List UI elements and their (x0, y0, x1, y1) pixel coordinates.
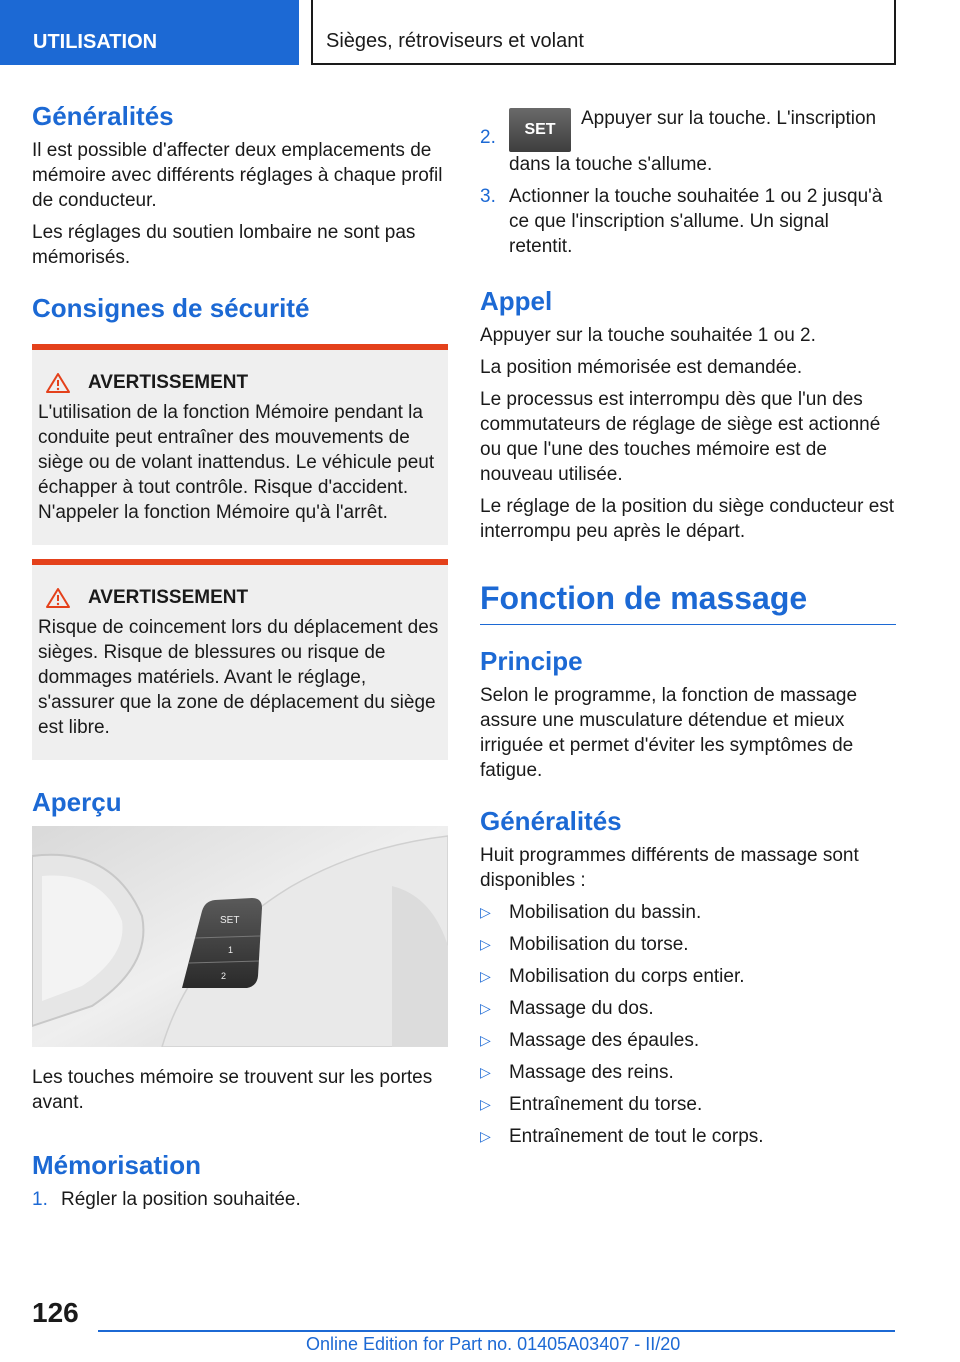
appel-paragraph-3: Le processus est interrompu dès que l'un des commutateurs de réglage de siège est actionné ou que l'une des touches mémoire est de nouveau utilisée. (480, 389, 881, 485)
step-number: 2. (480, 127, 496, 148)
list-item (480, 1028, 896, 1053)
list-item (480, 964, 896, 989)
header-section-tab (0, 0, 299, 65)
warning-box-1 (32, 344, 448, 545)
principe-paragraph: Selon le programme, la fonction de massage assure une musculature détendue et mieux irriguée et permet d'éviter les symptômes de fatigue. (480, 685, 858, 781)
bullet-triangle-icon: ▷ (480, 1000, 491, 1016)
list-item-text: Entraînement du torse. (509, 1094, 703, 1115)
bullet-triangle-icon: ▷ (480, 968, 491, 984)
memorisation-steps-continued (480, 106, 896, 259)
page-number: 126 (32, 1297, 79, 1328)
list-item-text: Mobilisation du corps entier. (509, 966, 745, 987)
list-item (480, 900, 896, 925)
memorisation-heading: Mémorisation (32, 1150, 202, 1180)
bullet-triangle-icon: ▷ (480, 1064, 491, 1080)
step-text: Appuyer sur la touche. L'inscription dans la touche s'allume. (509, 108, 877, 175)
set-button-icon: SET (509, 108, 571, 152)
warning-2-text: Risque de coincement lors du déplacement des sièges. Risque de blessures ou risque de dommages matériels. Avant le réglage, s'assurer que la zone de déplacement du siège est libre. (38, 617, 439, 738)
generalites-massage-heading: Généralités (480, 806, 622, 836)
list-item-text: Mobilisation du torse. (509, 934, 689, 955)
step-item (480, 184, 896, 259)
right-column (480, 106, 896, 1156)
left-column (32, 100, 448, 1219)
appel-paragraph-1: Appuyer sur la touche souhaitée 1 ou 2. (480, 325, 816, 346)
list-item-text: Mobilisation du bassin. (509, 902, 702, 923)
appel-paragraph-2: La position mémorisée est demandée. (480, 357, 803, 378)
generalites-paragraph-1: Il est possible d'affecter deux emplacements de mémoire avec différents réglages à chaque profil de conducteur. (32, 140, 443, 211)
principe-heading: Principe (480, 646, 583, 676)
warning-box-2 (32, 559, 448, 760)
image-button-1-label: 1 (228, 945, 234, 955)
header-chapter-box (311, 0, 896, 65)
step-number: 3. (480, 186, 496, 207)
footer-divider (98, 1330, 895, 1332)
generalites-heading: Généralités (32, 101, 174, 131)
bullet-triangle-icon: ▷ (480, 1128, 491, 1144)
warning-1-text: L'utilisation de la fonction Mémoire pendant la conduite peut entraîner des mouvements de siège ou de volant inattendus. Le véhicule peut échapper à tout contrôle. Risque d'accident. N'appeler la fonction Mémoire qu'à l'arrêt. (38, 402, 435, 523)
bullet-triangle-icon: ▷ (480, 904, 491, 920)
step-item (32, 1187, 448, 1212)
apercu-caption: Les touches mémoire se trouvent sur les portes avant. (32, 1067, 433, 1113)
massage-program-list (480, 900, 896, 1149)
memorisation-steps (32, 1187, 448, 1212)
header-chapter-label: Sièges, rétroviseurs et volant (326, 30, 584, 52)
header-section-label: UTILISATION (33, 31, 158, 53)
list-item-text: Entraînement de tout le corps. (509, 1126, 764, 1147)
memory-buttons-door-image (32, 826, 448, 1047)
generalites-massage-paragraph: Huit programmes différents de massage sont disponibles : (480, 845, 859, 891)
footer-edition: Online Edition for Part no. 01405A03407 - II/20 (306, 1334, 681, 1354)
list-item-text: Massage des épaules. (509, 1030, 700, 1051)
consignes-heading: Consignes de sécurité (32, 293, 310, 323)
list-item (480, 1124, 896, 1149)
list-item (480, 932, 896, 957)
warning-2-title: AVERTISSEMENT (88, 587, 249, 608)
step-text: Régler la position souhaitée. (61, 1189, 301, 1210)
bullet-triangle-icon: ▷ (480, 1096, 491, 1112)
list-item-text: Massage du dos. (509, 998, 654, 1019)
list-item-text: Massage des reins. (509, 1062, 674, 1083)
list-item (480, 996, 896, 1021)
appel-heading: Appel (480, 286, 553, 316)
massage-heading: Fonction de massage (480, 578, 896, 625)
appel-paragraph-4: Le réglage de la position du siège conducteur est interrompu peu après le départ. (480, 496, 895, 542)
warning-triangle-icon (44, 587, 78, 609)
list-item (480, 1060, 896, 1085)
step-text-container (509, 106, 896, 177)
generalites-paragraph-2: Les réglages du soutien lombaire ne sont pas mémorisés. (32, 222, 416, 268)
warning-1-title: AVERTISSEMENT (88, 372, 249, 393)
step-number: 1. (32, 1189, 48, 1210)
step-text: Actionner la touche souhaitée 1 ou 2 jusqu'à ce que l'inscription s'allume. Un signal retentit. (509, 186, 883, 257)
bullet-triangle-icon: ▷ (480, 1032, 491, 1048)
image-button-2-label: 2 (221, 971, 227, 981)
image-set-label: SET (220, 915, 240, 926)
warning-triangle-icon (44, 372, 78, 394)
apercu-heading: Aperçu (32, 787, 122, 817)
step-item (480, 106, 896, 177)
bullet-triangle-icon: ▷ (480, 936, 491, 952)
list-item (480, 1092, 896, 1117)
